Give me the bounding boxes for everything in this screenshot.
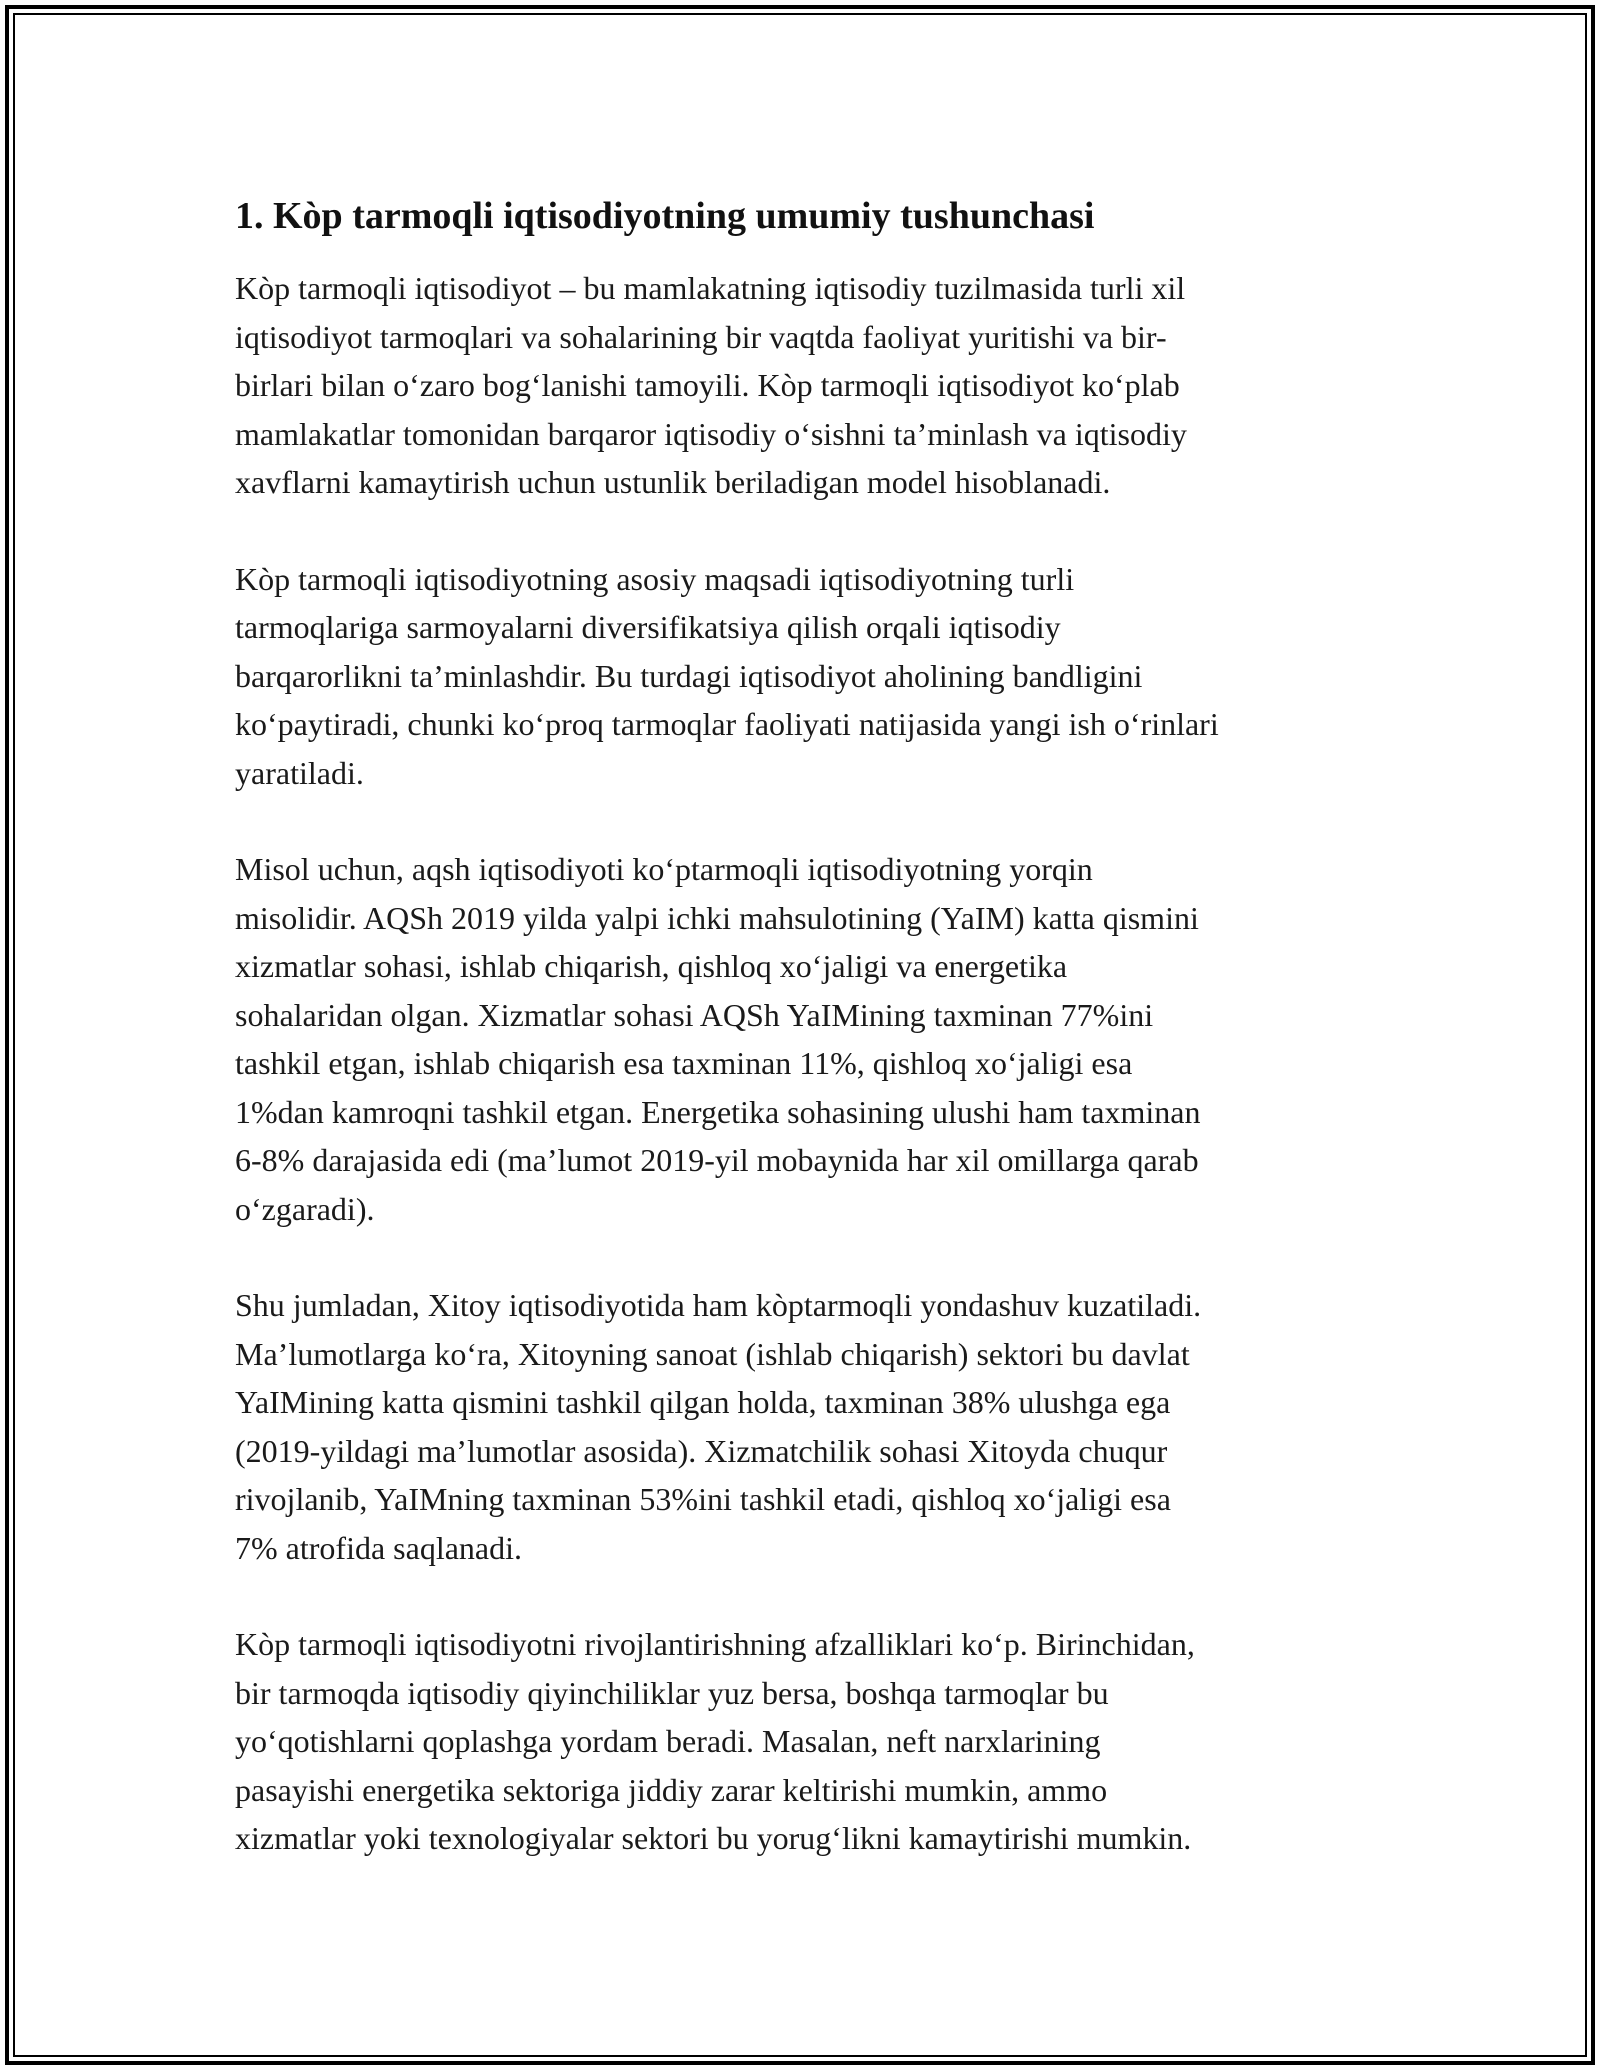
text-line: Kòp tarmoqli iqtisodiyotning asosiy maqsadi iqtisodiyotning turli [235,560,1075,597]
text-line: 1%dan kamroqni tashkil etgan. Energetika sohasining ulushi ham taxminan [235,1093,1201,1130]
text-line: barqarorlikni ta’minlashdir. Bu turdagi iqtisodiyot aholining bandligini [235,657,1143,694]
text-line: Ma’lumotlarga ko‘ra, Xitoyning sanoat (ishlab chiqarish) sektori bu davlat [235,1335,1190,1372]
text-line: (2019-yildagi ma’lumotlar asosida). Xizmatchilik sohasi Xitoyda chuqur [235,1432,1168,1469]
paragraph-china-example [235,1281,1365,1572]
paragraph-usa-example [235,845,1365,1233]
paragraph-advantages [235,1620,1365,1863]
text-line: xavflarni kamaytirish uchun ustunlik beriladigan model hisoblanadi. [235,464,1111,500]
text-line: Kòp tarmoqli iqtisodiyotni rivojlantirishning afzalliklari ko‘p. Birinchidan, [235,1626,1195,1662]
text-line: ko‘paytiradi, chunki ko‘proq tarmoqlar faoliyati natijasida yangi ish o‘rinlari [235,706,1219,742]
text-line: tarmoqlariga sarmoyalarni diversifikatsiya qilish orqali iqtisodiy [235,609,1061,645]
paragraph-purpose [235,555,1365,798]
text-line: Shu jumladan, Xitoy iqtisodiyotida ham kòptarmoqli yondashuv kuzatiladi. [235,1287,1202,1323]
text-line: 6-8% darajasida edi (ma’lumot 2019-yil mobaynida har xil omillarga qarab [235,1142,1199,1178]
text-line: birlari bilan o‘zaro bog‘lanishi tamoyili. Kòp tarmoqli iqtisodiyot ko‘plab [235,367,1180,403]
text-line: sohalaridan olgan. Xizmatlar sohasi AQSh YaIMining taxminan 77%ini [235,996,1154,1033]
text-line: 7% atrofida saqlanadi. [235,1529,522,1566]
text-line: Misol uchun, aqsh iqtisodiyoti ko‘ptarmoqli iqtisodiyotning yorqin [235,851,1093,887]
text-line: mamlakatlar tomonidan barqaror iqtisodiy o‘sishni ta’minlash va iqtisodiy [235,415,1187,452]
text-line: yaratiladi. [235,754,364,791]
text-line: iqtisodiyot tarmoqlari va sohalarining bir vaqtda faoliyat yuritishi va bir- [235,318,1167,355]
text-line: pasayishi energetika sektoriga jiddiy zarar keltirishi mumkin, ammo [235,1771,1108,1808]
text-line: o‘zgaradi). [235,1190,375,1227]
text-line: rivojlanib, YaIMning taxminan 53%ini tashkil etadi, qishloq xo‘jaligi esa [235,1481,1171,1517]
section-heading: 1. Kòp tarmoqli iqtisodiyotning umumiy tushunchasi [235,195,1095,237]
text-line: xizmatlar yoki texnologiyalar sektori bu yorug‘likni kamaytirishi mumkin. [235,1820,1192,1856]
document-body [235,190,1365,1911]
text-line: misolidir. AQSh 2019 yilda yalpi ichki mahsulotining (YaIM) katta qismini [235,899,1199,936]
text-line: YaIMining katta qismini tashkil qilgan holda, taxminan 38% ulushga ega [235,1384,1171,1420]
text-line: yo‘qotishlarni qoplashga yordam beradi. Masalan, neft narxlarining [235,1723,1101,1759]
text-line: bir tarmoqda iqtisodiy qiyinchiliklar yuz bersa, boshqa tarmoqlar bu [235,1674,1109,1711]
text-line: xizmatlar sohasi, ishlab chiqarish, qishloq xo‘jaligi va energetika [235,948,1068,984]
text-line: Kòp tarmoqli iqtisodiyot – bu mamlakatning iqtisodiy tuzilmasida turli xil [235,270,1186,306]
paragraph-definition [235,264,1365,507]
text-line: tashkil etgan, ishlab chiqarish esa taxminan 11%, qishloq xo‘jaligi esa [235,1045,1133,1081]
